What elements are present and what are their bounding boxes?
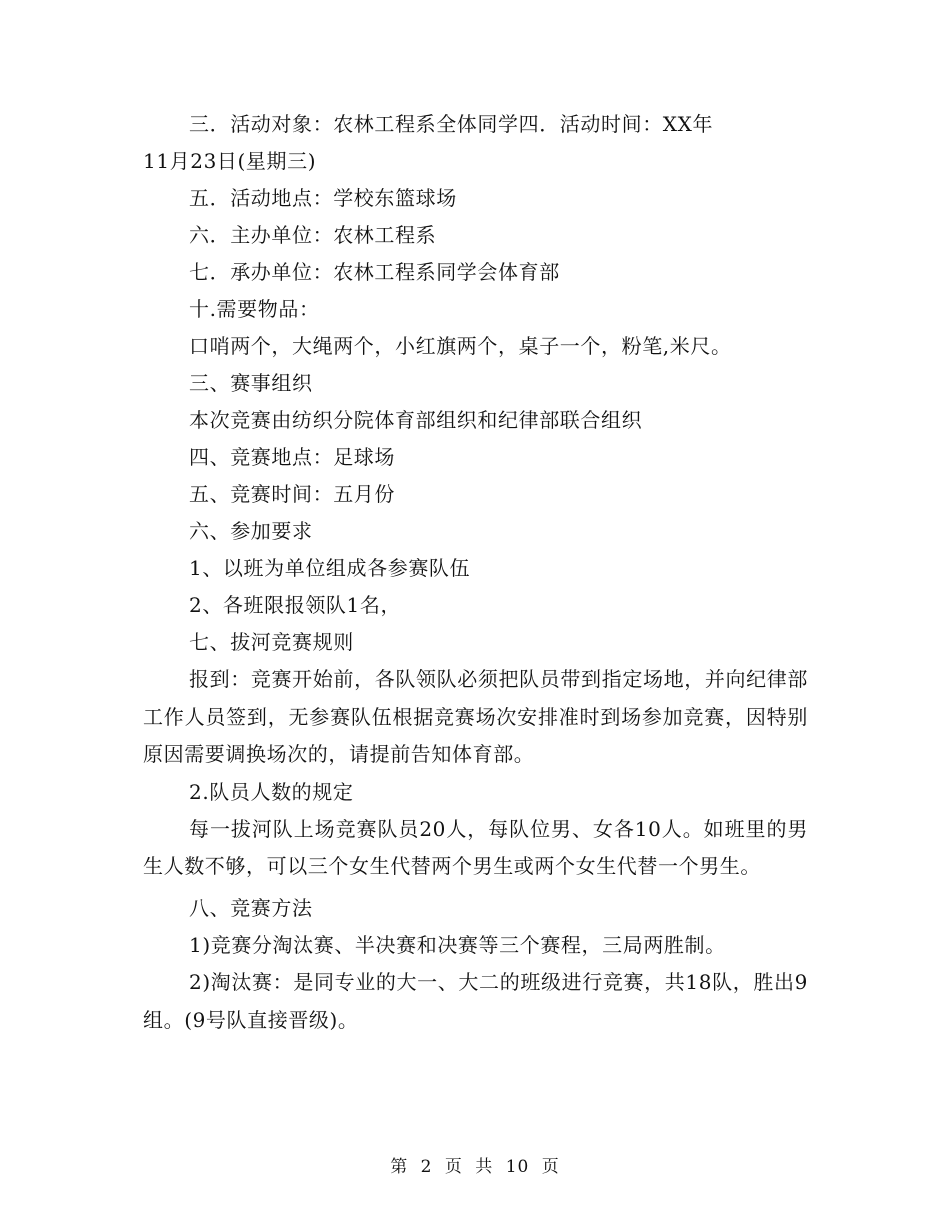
paragraph-method-2: 2)淘汰赛：是同专业的大一、大二的班级进行竞赛，共18队，胜出9组。(9号队直接晋级)。: [143, 970, 808, 1032]
text-line: 口哨两个，大绳两个，小红旗两个，桌子一个，粉笔,米尺。: [189, 334, 732, 358]
section-heading: 七、拔河竞赛规则: [189, 630, 354, 654]
section-heading: 五、竞赛时间：五月份: [189, 482, 395, 506]
section-heading: 八、竞赛方法: [189, 895, 313, 920]
text-line: 2、各班限报领队1名，: [189, 593, 402, 617]
text-line: 七．承办单位：农林工程系同学会体育部: [189, 260, 560, 284]
document-body: [143, 106, 808, 1039]
section-heading: 三、赛事组织: [189, 371, 313, 395]
text-line: 五．活动地点：学校东篮球场: [189, 186, 457, 210]
text-line: 本次竞赛由纺织分院体育部组织和纪律部联合组织: [189, 408, 643, 432]
paragraph-method-1: 1)竞赛分淘汰赛、半决赛和决赛等三个赛程，三局两胜制。: [189, 932, 726, 957]
paragraph-team-size: 每一拔河队上场竞赛队员20人，每队位男、女各10人。如班里的男生人数不够，可以三个女生代替两个男生或两个女生代替一个男生。: [143, 816, 808, 878]
page-number-footer: 第 2 页 共 10 页: [390, 1157, 560, 1177]
section-heading: 2.队员人数的规定: [189, 779, 354, 804]
text-line: 三．活动对象：农林工程系全体同学四．活动时间：XX年: [189, 112, 714, 136]
text-line: 六．主办单位：农林工程系: [189, 223, 437, 247]
text-line: 十.需要物品：: [189, 297, 320, 321]
text-line: 1、以班为单位组成各参赛队伍: [189, 556, 471, 580]
section-heading: 四、竞赛地点：足球场: [189, 445, 395, 469]
section-heading: 六、参加要求: [189, 519, 313, 543]
paragraph-check-in: 报到：竞赛开始前，各队领队必须把队员带到指定场地，并向纪律部工作人员签到，无参赛队伍根据竞赛场次安排准时到场参加竞赛，因特别原因需要调换场次的，请提前告知体育部。: [143, 667, 808, 766]
text-line: 11月23日(星期三): [143, 149, 317, 173]
